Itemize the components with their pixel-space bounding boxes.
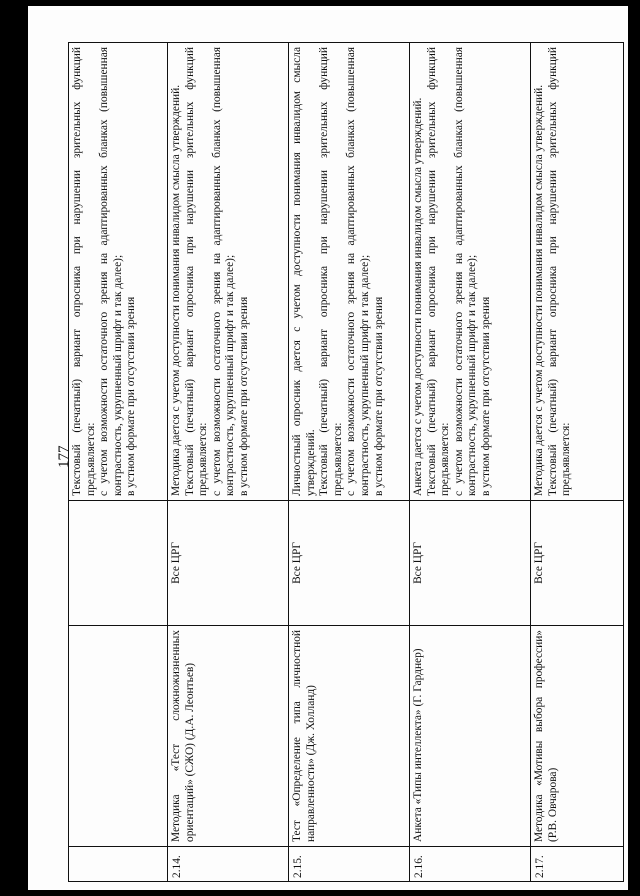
description-line: с учетом возможности остаточного зрения на адаптированных бланках (повышенная контрастность, укрупненный шрифт и так далее); bbox=[210, 47, 237, 496]
method-name: Тест «Определение типа личностной направленности» (Дж. Холланд) bbox=[289, 626, 410, 847]
description-line: в устном формате при отсутствии зрения bbox=[125, 296, 138, 496]
target-group: Все ЦРГ bbox=[289, 501, 410, 626]
target-group: Все ЦРГ bbox=[410, 501, 531, 626]
method-name: Методика «Тест сложножизненных ориентаций» (СЖО) (Д.А. Леонтьев) bbox=[168, 626, 289, 847]
row-number: 2.17. bbox=[531, 847, 624, 882]
description-line: Текстовый (печатный) вариант опросника при нарушении зрительных функций предъявляется: bbox=[425, 47, 452, 496]
method-description bbox=[289, 43, 410, 501]
table-row bbox=[289, 43, 410, 882]
table-row bbox=[410, 43, 531, 882]
table-row bbox=[69, 43, 168, 882]
page-number: 177 bbox=[56, 445, 72, 468]
row-number: 2.15. bbox=[289, 847, 410, 882]
description-line: Текстовый (печатный) вариант опросника при нарушении зрительных функций предъявляется: bbox=[183, 47, 210, 496]
target-group: Все ЦРГ bbox=[168, 501, 289, 626]
description-line: Методика дается с учетом доступности понимания инвалидом смысла утверждений. bbox=[533, 84, 545, 496]
description-line: с учетом возможности остаточного зрения на адаптированных бланках (повышенная контрастность, укрупненный шрифт и так далее); bbox=[345, 47, 371, 496]
method-description bbox=[168, 43, 289, 501]
method-name: Методика «Мотивы выбора профессии» (Р.В. Овчарова) bbox=[531, 626, 624, 847]
table-row bbox=[531, 43, 624, 882]
description-line: с учетом возможности остаточного зрения на адаптированных бланках (повышенная контрастность, укрупненный шрифт и так далее); bbox=[452, 47, 479, 496]
description-line: в устном формате при отсутствии зрения bbox=[372, 296, 385, 496]
method-description bbox=[410, 43, 531, 501]
description-line: Текстовый (печатный) вариант опросника при нарушении зрительных функций предъявляется: bbox=[546, 47, 573, 496]
row-number bbox=[69, 847, 168, 882]
description-line: с учетом возможности остаточного зрения на адаптированных бланках (повышенная контрастность, укрупненный шрифт и так далее); bbox=[98, 47, 124, 496]
description-line: Личностный опросник дается с учетом доступности понимания инвалидом смысла утверждений. bbox=[291, 47, 317, 496]
row-number: 2.16. bbox=[410, 847, 531, 882]
method-description bbox=[69, 43, 168, 501]
method-name bbox=[69, 626, 168, 847]
description-line: Текстовый (печатный) вариант опросника при нарушении зрительных функций предъявляется: bbox=[318, 47, 344, 496]
method-name: Анкета «Типы интеллекта» (Г. Гарднер) bbox=[410, 626, 531, 847]
rotated-table-container bbox=[68, 42, 596, 882]
description-line: Методика дается с учетом доступности понимания инвалидом смысла утверждений. bbox=[170, 84, 182, 496]
table-row bbox=[168, 43, 289, 882]
methods-table bbox=[68, 42, 624, 882]
description-line: в устном формате при отсутствии зрения bbox=[237, 296, 250, 496]
target-group bbox=[69, 501, 168, 626]
description-line: в устном формате при отсутствии зрения bbox=[479, 296, 492, 496]
target-group: Все ЦРГ bbox=[531, 501, 624, 626]
row-number: 2.14. bbox=[168, 847, 289, 882]
description-line: Текстовый (печатный) вариант опросника при нарушении зрительных функций предъявляется: bbox=[71, 47, 97, 496]
description-line: Анкета дается с учетом доступности понимания инвалидом смысла утверждений. bbox=[412, 97, 424, 496]
method-description bbox=[531, 43, 624, 501]
